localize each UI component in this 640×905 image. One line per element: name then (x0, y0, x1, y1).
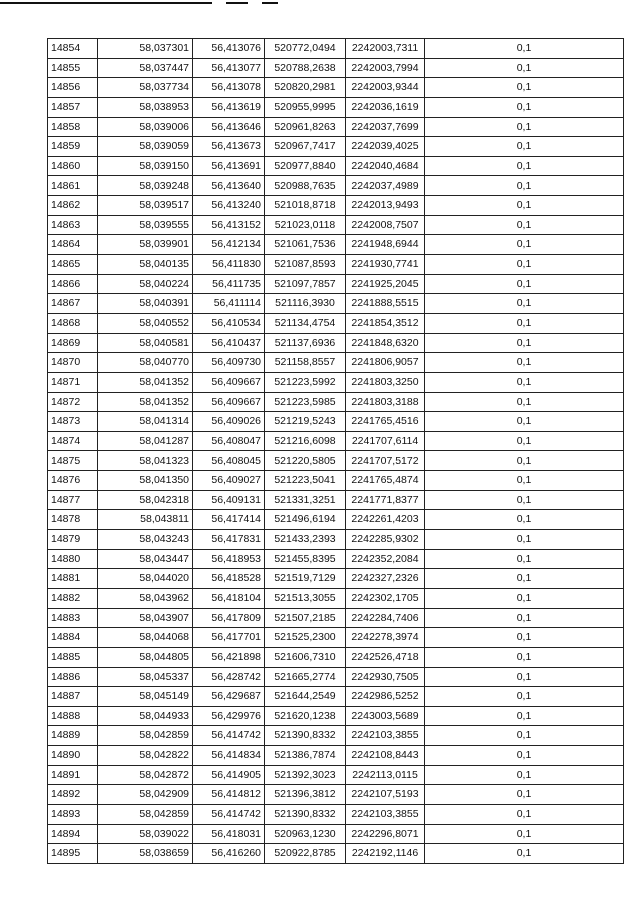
latitude-cell: 58,042822 (98, 746, 193, 766)
accuracy-cell: 0,1 (425, 392, 624, 412)
table-row (48, 313, 624, 333)
x-coordinate-cell: 521525,2300 (265, 628, 346, 648)
latitude-cell: 58,042859 (98, 726, 193, 746)
x-coordinate-cell: 521390,8332 (265, 804, 346, 824)
accuracy-cell: 0,1 (425, 608, 624, 628)
coordinates-table (47, 38, 624, 864)
point-number-cell: 14864 (48, 235, 98, 255)
longitude-cell: 56,416260 (193, 844, 265, 864)
table-row (48, 628, 624, 648)
point-number-cell: 14886 (48, 667, 98, 687)
x-coordinate-cell: 521061,7536 (265, 235, 346, 255)
latitude-cell: 58,045337 (98, 667, 193, 687)
y-coordinate-cell: 2242285,9302 (346, 530, 425, 550)
accuracy-cell: 0,1 (425, 58, 624, 78)
table-row (48, 333, 624, 353)
accuracy-cell: 0,1 (425, 39, 624, 59)
longitude-cell: 56,414812 (193, 785, 265, 805)
accuracy-cell: 0,1 (425, 726, 624, 746)
x-coordinate-cell: 521644,2549 (265, 687, 346, 707)
coordinates-table-body (48, 39, 624, 864)
table-row (48, 687, 624, 707)
table-row (48, 569, 624, 589)
accuracy-cell: 0,1 (425, 549, 624, 569)
point-number-cell: 14863 (48, 215, 98, 235)
point-number-cell: 14887 (48, 687, 98, 707)
latitude-cell: 58,039150 (98, 156, 193, 176)
x-coordinate-cell: 521620,1238 (265, 706, 346, 726)
table-row (48, 215, 624, 235)
table-row (48, 235, 624, 255)
x-coordinate-cell: 521018,8718 (265, 196, 346, 216)
latitude-cell: 58,039517 (98, 196, 193, 216)
longitude-cell: 56,409131 (193, 490, 265, 510)
accuracy-cell: 0,1 (425, 687, 624, 707)
longitude-cell: 56,413619 (193, 97, 265, 117)
accuracy-cell: 0,1 (425, 530, 624, 550)
x-coordinate-cell: 520788,2638 (265, 58, 346, 78)
longitude-cell: 56,409730 (193, 353, 265, 373)
y-coordinate-cell: 2242039,4025 (346, 137, 425, 157)
point-number-cell: 14859 (48, 137, 98, 157)
x-coordinate-cell: 520922,8785 (265, 844, 346, 864)
y-coordinate-cell: 2241765,4516 (346, 412, 425, 432)
y-coordinate-cell: 2242036,1619 (346, 97, 425, 117)
accuracy-cell: 0,1 (425, 97, 624, 117)
x-coordinate-cell: 520967,7417 (265, 137, 346, 157)
x-coordinate-cell: 520820,2981 (265, 78, 346, 98)
y-coordinate-cell: 2242008,7507 (346, 215, 425, 235)
longitude-cell: 56,409027 (193, 471, 265, 491)
accuracy-cell: 0,1 (425, 274, 624, 294)
longitude-cell: 56,408045 (193, 451, 265, 471)
latitude-cell: 58,039006 (98, 117, 193, 137)
table-row (48, 726, 624, 746)
y-coordinate-cell: 2242003,7311 (346, 39, 425, 59)
latitude-cell: 58,041323 (98, 451, 193, 471)
x-coordinate-cell: 520988,7635 (265, 176, 346, 196)
point-number-cell: 14890 (48, 746, 98, 766)
table-row (48, 294, 624, 314)
x-coordinate-cell: 521386,7874 (265, 746, 346, 766)
table-row (48, 647, 624, 667)
x-coordinate-cell: 521137,6936 (265, 333, 346, 353)
accuracy-cell: 0,1 (425, 156, 624, 176)
longitude-cell: 56,410534 (193, 313, 265, 333)
table-row (48, 274, 624, 294)
accuracy-cell: 0,1 (425, 647, 624, 667)
longitude-cell: 56,409026 (193, 412, 265, 432)
point-number-cell: 14865 (48, 255, 98, 275)
latitude-cell: 58,044805 (98, 647, 193, 667)
table-row (48, 412, 624, 432)
x-coordinate-cell: 521223,5992 (265, 372, 346, 392)
latitude-cell: 58,043811 (98, 510, 193, 530)
table-row (48, 451, 624, 471)
table-row (48, 471, 624, 491)
latitude-cell: 58,038953 (98, 97, 193, 117)
accuracy-cell: 0,1 (425, 667, 624, 687)
y-coordinate-cell: 2242037,7699 (346, 117, 425, 137)
longitude-cell: 56,421898 (193, 647, 265, 667)
point-number-cell: 14861 (48, 176, 98, 196)
table-row (48, 156, 624, 176)
latitude-cell: 58,038659 (98, 844, 193, 864)
accuracy-cell: 0,1 (425, 746, 624, 766)
table-row (48, 372, 624, 392)
point-number-cell: 14872 (48, 392, 98, 412)
table-row (48, 196, 624, 216)
x-coordinate-cell: 521158,8557 (265, 353, 346, 373)
table-row (48, 530, 624, 550)
point-number-cell: 14875 (48, 451, 98, 471)
latitude-cell: 58,040581 (98, 333, 193, 353)
y-coordinate-cell: 2241803,3188 (346, 392, 425, 412)
y-coordinate-cell: 2242192,1146 (346, 844, 425, 864)
longitude-cell: 56,411735 (193, 274, 265, 294)
table-row (48, 392, 624, 412)
y-coordinate-cell: 2242284,7406 (346, 608, 425, 628)
latitude-cell: 58,042909 (98, 785, 193, 805)
x-coordinate-cell: 521219,5243 (265, 412, 346, 432)
x-coordinate-cell: 520963,1230 (265, 824, 346, 844)
longitude-cell: 56,417701 (193, 628, 265, 648)
accuracy-cell: 0,1 (425, 372, 624, 392)
x-coordinate-cell: 520772,0494 (265, 39, 346, 59)
point-number-cell: 14889 (48, 726, 98, 746)
y-coordinate-cell: 2242107,5193 (346, 785, 425, 805)
table-row (48, 78, 624, 98)
y-coordinate-cell: 2241930,7741 (346, 255, 425, 275)
point-number-cell: 14868 (48, 313, 98, 333)
header-rule (226, 2, 248, 4)
longitude-cell: 56,410437 (193, 333, 265, 353)
x-coordinate-cell: 521097,7857 (265, 274, 346, 294)
header-rule (262, 2, 278, 4)
x-coordinate-cell: 521023,0118 (265, 215, 346, 235)
y-coordinate-cell: 2242930,7505 (346, 667, 425, 687)
point-number-cell: 14857 (48, 97, 98, 117)
y-coordinate-cell: 2242526,4718 (346, 647, 425, 667)
point-number-cell: 14854 (48, 39, 98, 59)
table-row (48, 824, 624, 844)
table-row (48, 765, 624, 785)
latitude-cell: 58,039248 (98, 176, 193, 196)
y-coordinate-cell: 2242302,1705 (346, 588, 425, 608)
longitude-cell: 56,429976 (193, 706, 265, 726)
latitude-cell: 58,040552 (98, 313, 193, 333)
accuracy-cell: 0,1 (425, 804, 624, 824)
point-number-cell: 14876 (48, 471, 98, 491)
accuracy-cell: 0,1 (425, 215, 624, 235)
table-row (48, 97, 624, 117)
x-coordinate-cell: 520955,9995 (265, 97, 346, 117)
point-number-cell: 14874 (48, 431, 98, 451)
longitude-cell: 56,418953 (193, 549, 265, 569)
y-coordinate-cell: 2242261,4203 (346, 510, 425, 530)
point-number-cell: 14880 (48, 549, 98, 569)
latitude-cell: 58,037734 (98, 78, 193, 98)
accuracy-cell: 0,1 (425, 844, 624, 864)
latitude-cell: 58,044020 (98, 569, 193, 589)
x-coordinate-cell: 521331,3251 (265, 490, 346, 510)
table-row (48, 746, 624, 766)
y-coordinate-cell: 2241707,6114 (346, 431, 425, 451)
accuracy-cell: 0,1 (425, 824, 624, 844)
point-number-cell: 14891 (48, 765, 98, 785)
longitude-cell: 56,408047 (193, 431, 265, 451)
point-number-cell: 14870 (48, 353, 98, 373)
point-number-cell: 14871 (48, 372, 98, 392)
point-number-cell: 14869 (48, 333, 98, 353)
table-row (48, 39, 624, 59)
point-number-cell: 14885 (48, 647, 98, 667)
y-coordinate-cell: 2242296,8071 (346, 824, 425, 844)
x-coordinate-cell: 521519,7129 (265, 569, 346, 589)
latitude-cell: 58,040224 (98, 274, 193, 294)
table-row (48, 608, 624, 628)
table-row (48, 706, 624, 726)
point-number-cell: 14866 (48, 274, 98, 294)
point-number-cell: 14862 (48, 196, 98, 216)
longitude-cell: 56,413152 (193, 215, 265, 235)
longitude-cell: 56,411114 (193, 294, 265, 314)
latitude-cell: 58,043447 (98, 549, 193, 569)
point-number-cell: 14858 (48, 117, 98, 137)
latitude-cell: 58,043907 (98, 608, 193, 628)
accuracy-cell: 0,1 (425, 765, 624, 785)
accuracy-cell: 0,1 (425, 117, 624, 137)
latitude-cell: 58,041314 (98, 412, 193, 432)
longitude-cell: 56,409667 (193, 372, 265, 392)
longitude-cell: 56,414742 (193, 804, 265, 824)
x-coordinate-cell: 521220,5805 (265, 451, 346, 471)
y-coordinate-cell: 2242040,4684 (346, 156, 425, 176)
accuracy-cell: 0,1 (425, 235, 624, 255)
y-coordinate-cell: 2241707,5172 (346, 451, 425, 471)
y-coordinate-cell: 2242986,5252 (346, 687, 425, 707)
x-coordinate-cell: 521455,8395 (265, 549, 346, 569)
longitude-cell: 56,414742 (193, 726, 265, 746)
point-number-cell: 14878 (48, 510, 98, 530)
x-coordinate-cell: 521216,6098 (265, 431, 346, 451)
latitude-cell: 58,044068 (98, 628, 193, 648)
longitude-cell: 56,412134 (193, 235, 265, 255)
y-coordinate-cell: 2242352,2084 (346, 549, 425, 569)
latitude-cell: 58,039555 (98, 215, 193, 235)
y-coordinate-cell: 2242108,8443 (346, 746, 425, 766)
y-coordinate-cell: 2241771,8377 (346, 490, 425, 510)
latitude-cell: 58,040135 (98, 255, 193, 275)
accuracy-cell: 0,1 (425, 196, 624, 216)
latitude-cell: 58,039022 (98, 824, 193, 844)
x-coordinate-cell: 521606,7310 (265, 647, 346, 667)
accuracy-cell: 0,1 (425, 313, 624, 333)
y-coordinate-cell: 2242278,3974 (346, 628, 425, 648)
longitude-cell: 56,413640 (193, 176, 265, 196)
point-number-cell: 14879 (48, 530, 98, 550)
latitude-cell: 58,041350 (98, 471, 193, 491)
y-coordinate-cell: 2242103,3855 (346, 726, 425, 746)
y-coordinate-cell: 2241925,2045 (346, 274, 425, 294)
y-coordinate-cell: 2241888,5515 (346, 294, 425, 314)
table-row (48, 137, 624, 157)
longitude-cell: 56,413240 (193, 196, 265, 216)
latitude-cell: 58,042859 (98, 804, 193, 824)
table-row (48, 804, 624, 824)
x-coordinate-cell: 520977,8840 (265, 156, 346, 176)
y-coordinate-cell: 2241848,6320 (346, 333, 425, 353)
longitude-cell: 56,413673 (193, 137, 265, 157)
accuracy-cell: 0,1 (425, 510, 624, 530)
accuracy-cell: 0,1 (425, 588, 624, 608)
y-coordinate-cell: 2242327,2326 (346, 569, 425, 589)
longitude-cell: 56,428742 (193, 667, 265, 687)
point-number-cell: 14867 (48, 294, 98, 314)
table-row (48, 588, 624, 608)
accuracy-cell: 0,1 (425, 451, 624, 471)
latitude-cell: 58,041352 (98, 372, 193, 392)
point-number-cell: 14856 (48, 78, 98, 98)
accuracy-cell: 0,1 (425, 785, 624, 805)
accuracy-cell: 0,1 (425, 431, 624, 451)
latitude-cell: 58,037447 (98, 58, 193, 78)
point-number-cell: 14893 (48, 804, 98, 824)
longitude-cell: 56,417831 (193, 530, 265, 550)
longitude-cell: 56,417414 (193, 510, 265, 530)
latitude-cell: 58,043243 (98, 530, 193, 550)
accuracy-cell: 0,1 (425, 471, 624, 491)
latitude-cell: 58,037301 (98, 39, 193, 59)
y-coordinate-cell: 2242113,0115 (346, 765, 425, 785)
point-number-cell: 14888 (48, 706, 98, 726)
accuracy-cell: 0,1 (425, 137, 624, 157)
table-row (48, 353, 624, 373)
point-number-cell: 14883 (48, 608, 98, 628)
latitude-cell: 58,040770 (98, 353, 193, 373)
point-number-cell: 14873 (48, 412, 98, 432)
table-row (48, 490, 624, 510)
longitude-cell: 56,413646 (193, 117, 265, 137)
latitude-cell: 58,041287 (98, 431, 193, 451)
table-row (48, 667, 624, 687)
table-row (48, 255, 624, 275)
point-number-cell: 14892 (48, 785, 98, 805)
longitude-cell: 56,414905 (193, 765, 265, 785)
x-coordinate-cell: 521513,3055 (265, 588, 346, 608)
accuracy-cell: 0,1 (425, 333, 624, 353)
latitude-cell: 58,042872 (98, 765, 193, 785)
x-coordinate-cell: 521507,2185 (265, 608, 346, 628)
longitude-cell: 56,413077 (193, 58, 265, 78)
table-row (48, 431, 624, 451)
point-number-cell: 14881 (48, 569, 98, 589)
latitude-cell: 58,039901 (98, 235, 193, 255)
accuracy-cell: 0,1 (425, 490, 624, 510)
y-coordinate-cell: 2242003,7994 (346, 58, 425, 78)
point-number-cell: 14855 (48, 58, 98, 78)
table-row (48, 58, 624, 78)
y-coordinate-cell: 2241948,6944 (346, 235, 425, 255)
longitude-cell: 56,413078 (193, 78, 265, 98)
y-coordinate-cell: 2242003,9344 (346, 78, 425, 98)
y-coordinate-cell: 2242103,3855 (346, 804, 425, 824)
y-coordinate-cell: 2242013,9493 (346, 196, 425, 216)
x-coordinate-cell: 520961,8263 (265, 117, 346, 137)
point-number-cell: 14894 (48, 824, 98, 844)
y-coordinate-cell: 2241806,9057 (346, 353, 425, 373)
y-coordinate-cell: 2241803,3250 (346, 372, 425, 392)
point-number-cell: 14882 (48, 588, 98, 608)
point-number-cell: 14860 (48, 156, 98, 176)
table-row (48, 549, 624, 569)
y-coordinate-cell: 2243003,5689 (346, 706, 425, 726)
latitude-cell: 58,040391 (98, 294, 193, 314)
x-coordinate-cell: 521433,2393 (265, 530, 346, 550)
table-row (48, 844, 624, 864)
latitude-cell: 58,039059 (98, 137, 193, 157)
accuracy-cell: 0,1 (425, 628, 624, 648)
accuracy-cell: 0,1 (425, 78, 624, 98)
longitude-cell: 56,417809 (193, 608, 265, 628)
accuracy-cell: 0,1 (425, 706, 624, 726)
x-coordinate-cell: 521116,3930 (265, 294, 346, 314)
longitude-cell: 56,414834 (193, 746, 265, 766)
table-row (48, 510, 624, 530)
table-row (48, 117, 624, 137)
header-rule (0, 2, 212, 4)
x-coordinate-cell: 521396,3812 (265, 785, 346, 805)
x-coordinate-cell: 521390,8332 (265, 726, 346, 746)
accuracy-cell: 0,1 (425, 255, 624, 275)
longitude-cell: 56,418104 (193, 588, 265, 608)
point-number-cell: 14877 (48, 490, 98, 510)
x-coordinate-cell: 521392,3023 (265, 765, 346, 785)
point-number-cell: 14884 (48, 628, 98, 648)
y-coordinate-cell: 2241765,4874 (346, 471, 425, 491)
latitude-cell: 58,045149 (98, 687, 193, 707)
latitude-cell: 58,042318 (98, 490, 193, 510)
longitude-cell: 56,418528 (193, 569, 265, 589)
x-coordinate-cell: 521134,4754 (265, 313, 346, 333)
point-number-cell: 14895 (48, 844, 98, 864)
accuracy-cell: 0,1 (425, 569, 624, 589)
longitude-cell: 56,429687 (193, 687, 265, 707)
longitude-cell: 56,413691 (193, 156, 265, 176)
longitude-cell: 56,413076 (193, 39, 265, 59)
longitude-cell: 56,411830 (193, 255, 265, 275)
table-row (48, 785, 624, 805)
accuracy-cell: 0,1 (425, 176, 624, 196)
accuracy-cell: 0,1 (425, 412, 624, 432)
accuracy-cell: 0,1 (425, 353, 624, 373)
accuracy-cell: 0,1 (425, 294, 624, 314)
table-row (48, 176, 624, 196)
latitude-cell: 58,043962 (98, 588, 193, 608)
x-coordinate-cell: 521496,6194 (265, 510, 346, 530)
x-coordinate-cell: 521665,2774 (265, 667, 346, 687)
longitude-cell: 56,409667 (193, 392, 265, 412)
longitude-cell: 56,418031 (193, 824, 265, 844)
x-coordinate-cell: 521223,5985 (265, 392, 346, 412)
x-coordinate-cell: 521223,5041 (265, 471, 346, 491)
latitude-cell: 58,041352 (98, 392, 193, 412)
y-coordinate-cell: 2242037,4989 (346, 176, 425, 196)
latitude-cell: 58,044933 (98, 706, 193, 726)
y-coordinate-cell: 2241854,3512 (346, 313, 425, 333)
x-coordinate-cell: 521087,8593 (265, 255, 346, 275)
